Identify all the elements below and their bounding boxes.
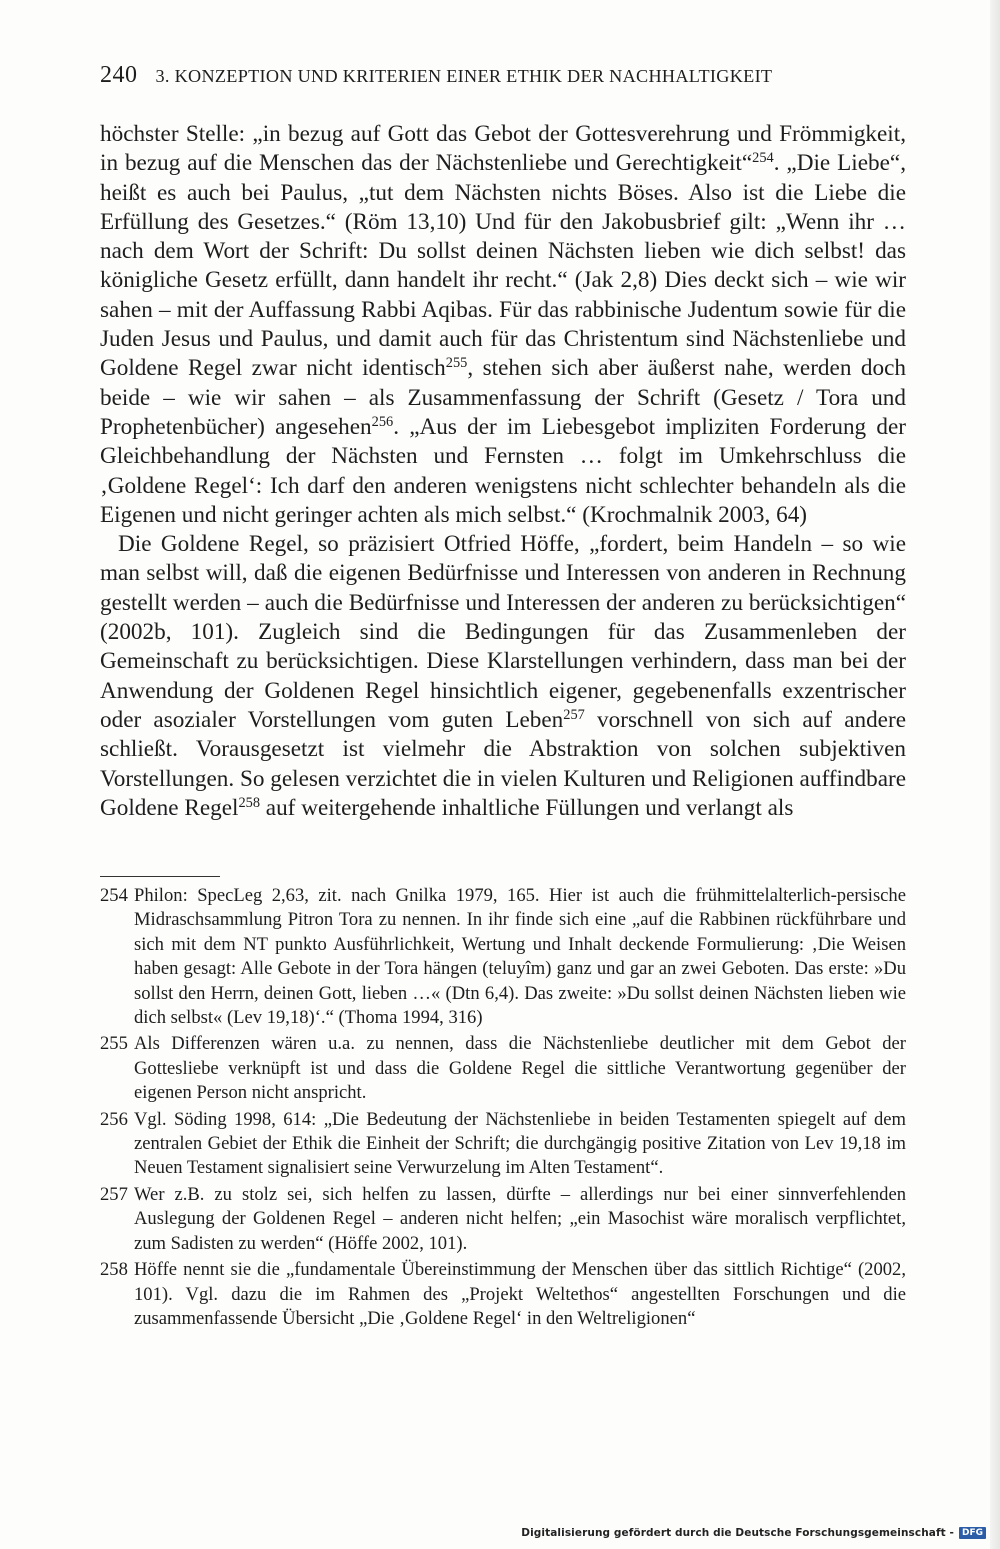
footnotes <box>100 884 906 1333</box>
footnote <box>100 1183 906 1256</box>
text-run: . „Die Liebe“, heißt es auch bei Paulus, „tut dem Nächsten nichts Böses. Also ist die Liebe die Erfüllung des Gesetzes.“ (Röm 13,10) Und für den Jakobusbrief gilt: „Wenn ihr … nach dem Wort der Schrift: Du sollst deinen Nächsten lieben wie dich selbst! das königliche Gesetz erfüllt, dann handelt ihr recht.“ (Jak 2,8) Dies deckt sich – wie wir sahen – mit der Auffassung Rabbi Aqibas. Für das rabbinische Judentum sowie für die Juden Jesus und Paulus, und damit auch für das Christentum sind Nächstenliebe und Goldene Regel zwar nicht identisch <box>100 150 906 382</box>
footnote-text: Höffe nennt sie die „fundamentale Übereinstimmung der Menschen über das sittlich Richtige“ (2002, 101). Vgl. dazu die im Rahmen des „Projekt Weltethos“ angestellten Forschungen und die zusammenfassende Übersicht „Die ‚Goldene Regel‘ in den Weltreligionen“ <box>134 1259 906 1329</box>
footnote-number: 258 <box>100 1259 128 1281</box>
footnote-text: Philon: SpecLeg 2,63, zit. nach Gnilka 1979, 165. Hier ist auch die frühmittelalterlich-persische Midraschsammlung Pitron Tora zu nennen. In ihr finde sich eine „auf die Rabbinen rückführbare und sich mit dem NT punkto Ausführlichkeit, Wertung und Inhalt deckende Formulierung: ‚Die Weisen haben gesagt: Alle Gebote in der Tora hängen (teluyîm) ganz und gar an zwei Geboten. Das erste: »Du sollst den Herrn, deinen Gott, lieben …« (Dtn 6,4). Das zweite: »Du sollst deinen Nächsten lieben wie dich selbst« (Lev 19,18)‘.“ (Thoma 1994, 316) <box>134 885 906 1029</box>
footnote-ref: 255 <box>445 355 468 372</box>
footnote-ref: 254 <box>752 150 774 167</box>
paragraph <box>100 120 906 530</box>
footnote <box>100 884 906 1030</box>
footnote <box>100 1108 906 1181</box>
footnote-ref: 257 <box>563 707 585 724</box>
footnote-text: Wer z.B. zu stolz sei, sich helfen zu lassen, dürfte – allerdings nur bei einer sinnverfehlenden Auslegung der Goldenen Regel – anderen nicht helfen; „ein Masochist wäre moralisch verpflichtet, zum Sadisten zu werden“ (Höffe 2002, 101). <box>134 1183 906 1254</box>
text-run: auf weitergehende inhaltliche Füllungen und verlangt als <box>260 794 794 821</box>
footnote-number: 257 <box>100 1183 128 1205</box>
text-run: höchster Stelle: „in bezug auf Gott das Gebot der Gottesverehrung und Frömmigkeit, in bezug auf die Menschen das der Nächstenliebe und Gerechtigkeit“ <box>100 121 906 177</box>
footnote-number: 254 <box>100 885 128 906</box>
text-run: Die Goldene Regel, so präzisiert Otfried Höffe, „fordert, beim Handeln – so wie man selbst will, daß die eigenen Bedürfnisse und Interessen von anderen in Rechnung gestellt werden – auch die Bedürfnisse und Interessen der anderen zu berücksichtigen“ (2002b, 101). Zugleich sind die Bedingungen für das Zusammenleben der Gemeinschaft zu berücksichtigen. Diese Klarstellungen verhindern, dass man bei der Anwendung der Goldenen Regel hinsichtlich eigener, gegebenenfalls exzentrischer oder asozialer Vorstellungen vom guten Leben <box>100 531 906 733</box>
footnote <box>100 1258 906 1331</box>
text-run: vorschnell von sich auf andere schließt. Vorausgesetzt ist vielmehr die Abstraktion von solchen subjektiven Vorstellungen. So gelesen verzichtet die in vielen Kulturen und Religionen auffindbare Goldene Regel <box>100 706 906 821</box>
footnote-text: Vgl. Söding 1998, 614: „Die Bedeutung der Nächstenliebe in beiden Testamenten spiegelt auf dem zentralen Gebiet der Ethik die Einheit der Schrift; die durchgängig positive Zitation von Lev 19,18 im Neuen Testament signalisiert seine Verwurzelung im Alten Testament“. <box>134 1108 906 1179</box>
footnote-text: Als Differenzen wären u.a. zu nennen, dass die Nächstenliebe deutlicher mit dem Gebot der Gottesliebe verknüpft ist und dass die Goldene Regel die sittliche Verantwortung gegenüber der eigenen Person nicht anspricht. <box>134 1033 906 1104</box>
scan-edge-shadow <box>990 0 1000 1549</box>
page-number: 240 <box>100 62 138 88</box>
digitization-note: Digitalisierung gefördert durch die Deutsche Forschungsgemeinschaft - <box>521 1527 954 1539</box>
footnote-number: 256 <box>100 1108 128 1130</box>
running-header <box>100 62 910 92</box>
text-run: , stehen sich aber äußerst nahe, werden doch beide – wie wir sahen – als Zusammenfassung der Schrift (Gesetz / Tora und Prophetenbücher) angesehen <box>100 355 906 440</box>
paragraph <box>100 530 906 823</box>
footnote-ref: 256 <box>371 414 394 431</box>
running-title: 3. KONZEPTION UND KRITERIEN EINER ETHIK DER NACHHALTIGKEIT <box>155 66 773 86</box>
footnote-ref: 258 <box>238 794 260 811</box>
footnote-number: 255 <box>100 1033 128 1055</box>
footnote-separator <box>100 876 220 877</box>
dfg-logo-icon: DFG <box>959 1527 986 1539</box>
digitization-credit <box>521 1527 986 1539</box>
main-text <box>100 120 906 823</box>
text-run: . „Aus der im Liebesgebot impliziten Forderung der Gleichbehandlung der Nächsten und Fernsten … folgt im Umkehrschluss die ‚Goldene Regel‘: Ich darf den anderen wenigstens nicht schlechter behandeln als die Eigenen und nicht geringer achten als mich selbst.“ (Krochmalnik 2003, 64) <box>100 413 906 528</box>
footnote <box>100 1032 906 1105</box>
